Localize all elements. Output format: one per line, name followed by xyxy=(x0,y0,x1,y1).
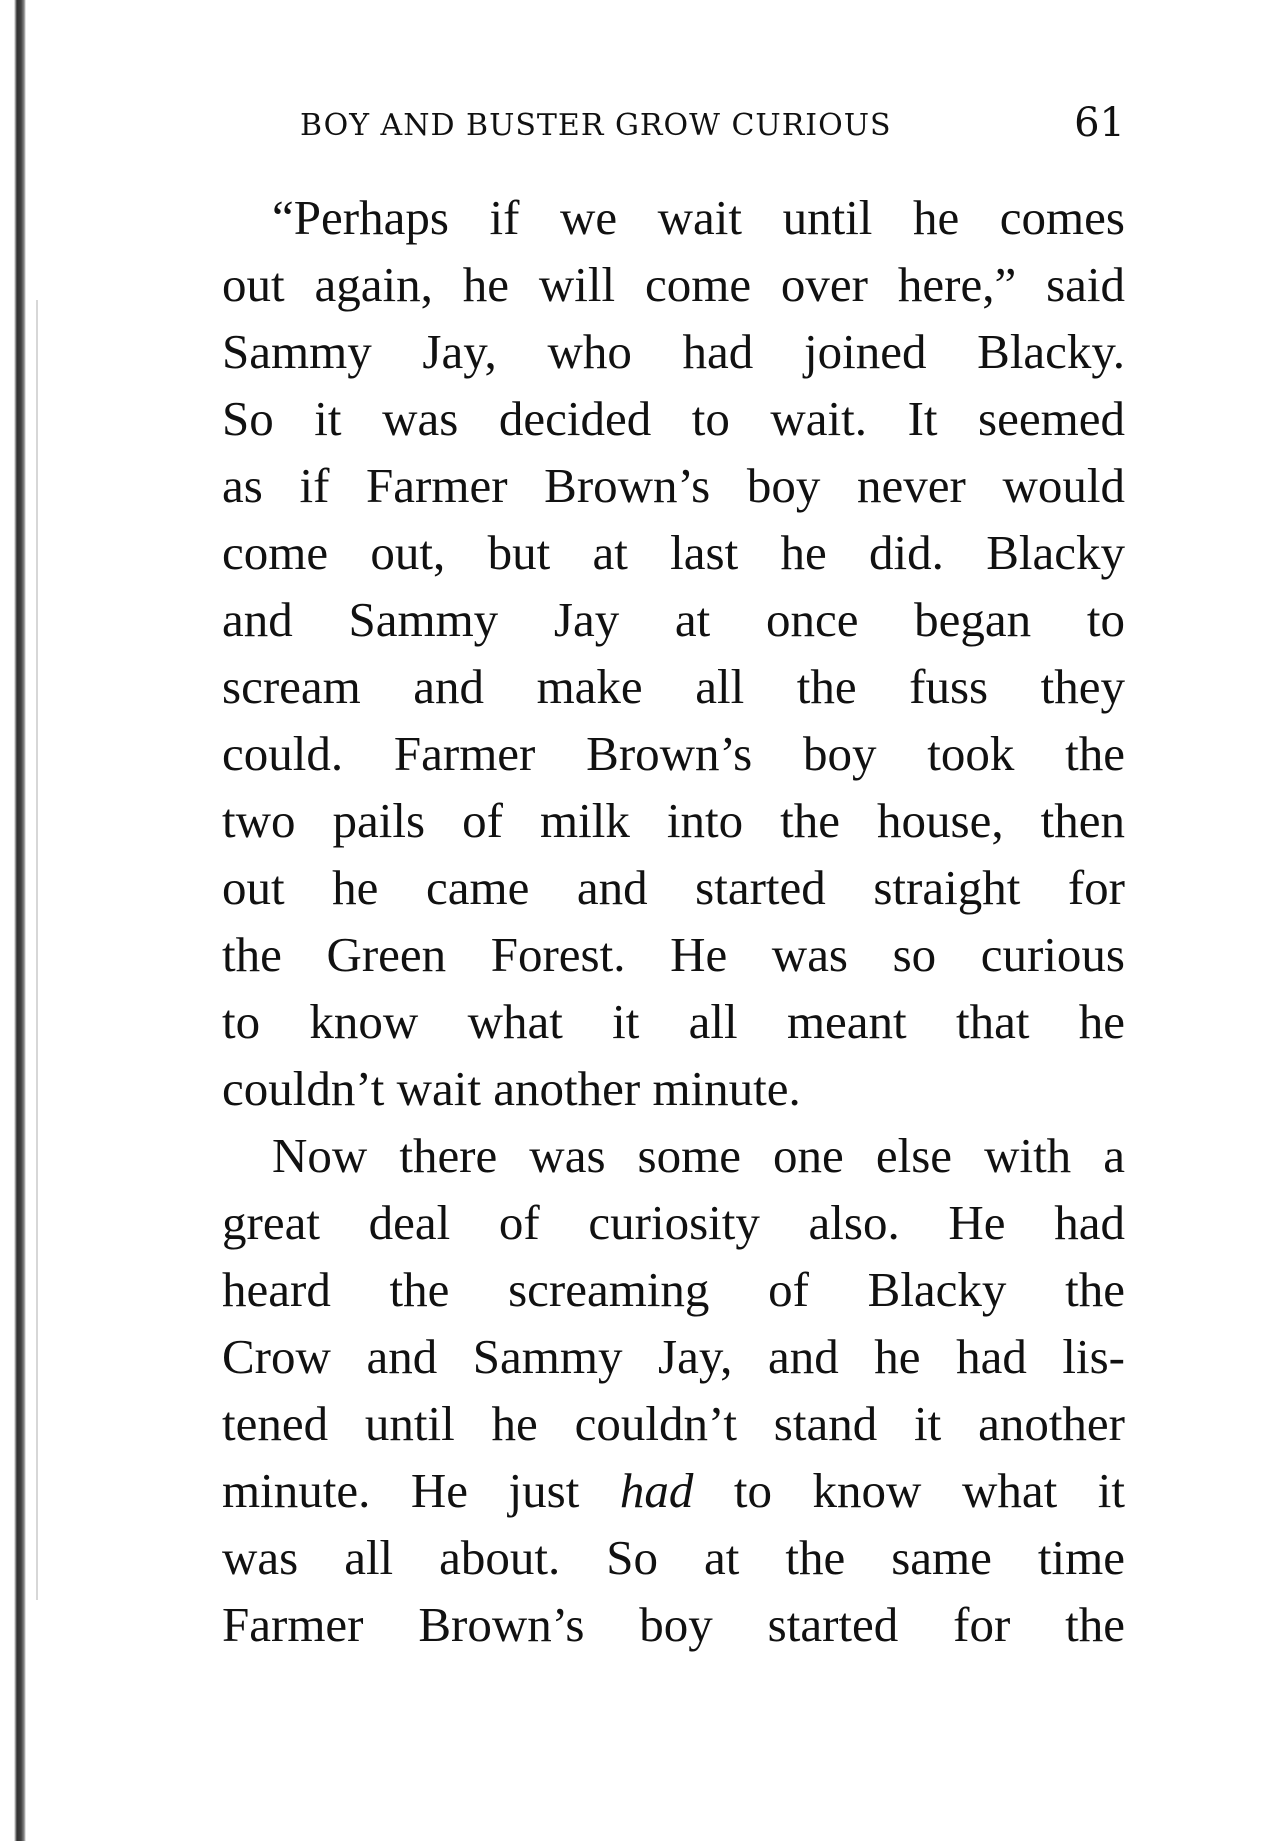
text-line: Crow and Sammy Jay, and he had lis- xyxy=(222,1329,1125,1384)
binding-edge xyxy=(14,0,26,1841)
text-line: as if Farmer Brown’s boy never would xyxy=(222,458,1125,513)
text-line: Sammy Jay, who had joined Blacky. xyxy=(222,324,1125,379)
text-line: scream and make all the fuss they xyxy=(222,659,1125,714)
emphasized-word: had xyxy=(619,1463,694,1518)
page-number: 61 xyxy=(1074,100,1125,146)
text-line: “Perhaps if we wait until he comes xyxy=(272,190,1125,245)
paragraph-1 xyxy=(222,184,1125,1122)
text-line: could. Farmer Brown’s boy took the xyxy=(222,726,1125,781)
text-line: was all about. So at the same time xyxy=(222,1530,1125,1585)
text-line: come out, but at last he did. Blacky xyxy=(222,525,1125,580)
text-line: out he came and started straight for xyxy=(222,860,1125,915)
text-line: out again, he will come over here,” said xyxy=(222,257,1125,312)
text-line: heard the screaming of Blacky the xyxy=(222,1262,1125,1317)
text-line: So it was decided to wait. It seemed xyxy=(222,391,1125,446)
text-line: couldn’t wait another minute. xyxy=(222,1061,801,1116)
text-line: Farmer Brown’s boy started for the xyxy=(222,1597,1125,1652)
body-text xyxy=(222,184,1125,1658)
text-line: tened until he couldn’t stand it another xyxy=(222,1396,1125,1451)
paragraph-2 xyxy=(222,1122,1125,1658)
text-line-with-emphasis xyxy=(222,1457,1125,1524)
text-line: two pails of milk into the house, then xyxy=(222,793,1125,848)
binding-edge-shadow xyxy=(36,300,38,1600)
running-title: BOY AND BUSTER GROW CURIOUS xyxy=(300,108,892,143)
text-line: and Sammy Jay at once began to xyxy=(222,592,1125,647)
text-span: minute. He just xyxy=(222,1463,620,1518)
text-line: the Green Forest. He was so curious xyxy=(222,927,1125,982)
text-span: to know what it xyxy=(693,1463,1125,1518)
text-line: to know what it all meant that he xyxy=(222,994,1125,1049)
text-line: great deal of curiosity also. He had xyxy=(222,1195,1125,1250)
running-head xyxy=(300,100,1125,150)
text-line: Now there was some one else with a xyxy=(272,1128,1125,1183)
